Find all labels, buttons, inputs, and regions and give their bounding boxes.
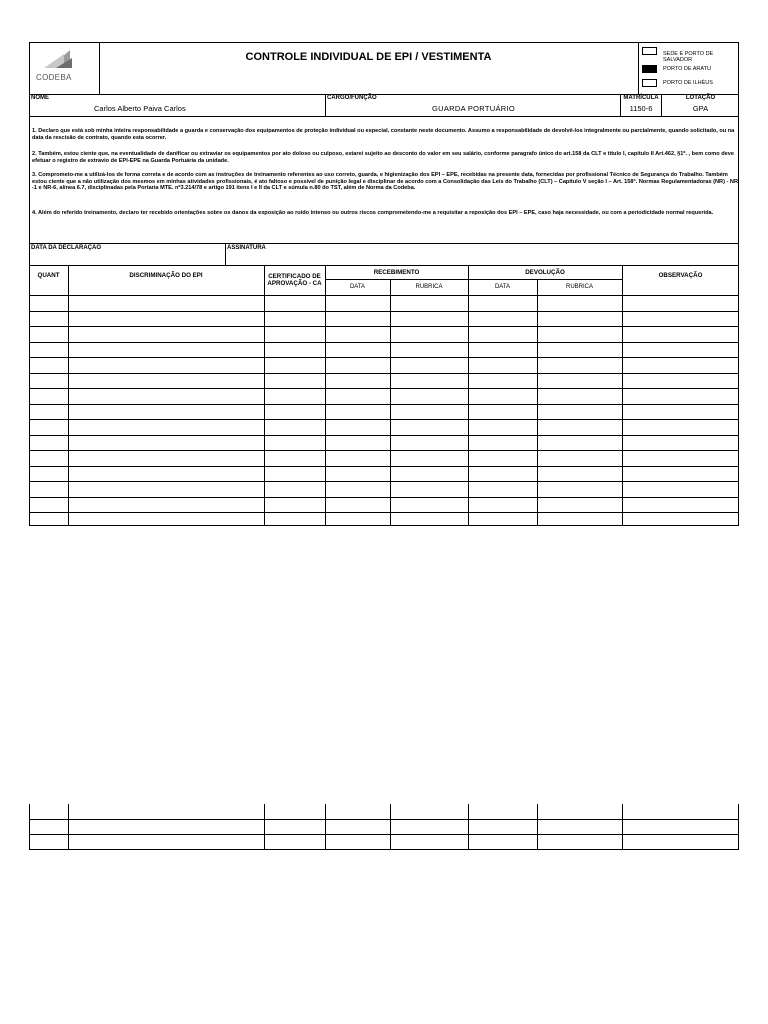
header-bottom-line [29, 295, 739, 296]
label-ilheus: PORTO DE ILHÉUS [663, 80, 713, 86]
checkbox-aratu[interactable] [642, 65, 657, 73]
declaration-2: 2. Também, estou ciente que, na eventualidade de danificar ou extraviar os equipamentos por ato doloso ou culposo, estarei sujeito ao desconto do valor em seu salário, conforme paragrafo único do art.158 da CLT e título I, capítulo II Art.462, §1º. , bem como deve efetuar o registro de extravio de EPI-EPE na Guarda Portuária da unidade. [32, 151, 734, 164]
lower-row-line-1 [29, 819, 739, 820]
cargo-label: CARGO/FUNÇÃO [327, 95, 377, 101]
label-salvador: SEDE E PORTO DE SALVADOR [663, 51, 714, 63]
lower-row-line-2 [29, 834, 739, 835]
epi-table [29, 265, 739, 526]
col-line-devol [622, 265, 623, 526]
lower-col-devol-data [537, 804, 538, 849]
table-row-line [29, 326, 739, 327]
table-row-line [29, 512, 739, 513]
label-aratu: PORTO DE ARATU [663, 66, 711, 72]
checkbox-salvador[interactable] [642, 47, 657, 55]
header-logo-divider [99, 42, 100, 95]
table-row-line [29, 419, 739, 420]
matricula-label: MATRÍCULA [623, 95, 659, 101]
date-label: DATA DA DECLARAÇÃO [31, 245, 101, 251]
declaration-1: 1. Declaro que está sob minha inteira responsabilidade a guarda e conservação dos equipamentos de proteção individual ou especial, constante neste documento. Assumo a responsabilidade de devolvê-los integralmente ou parcialmente, quando solicitado, ou na data da rescisão de contrato, quando esta ocorrer. [32, 128, 735, 141]
cargo-value: GUARDA PORTUÁRIO [432, 104, 516, 113]
col-line-devol-data [537, 279, 538, 526]
th-discriminacao: DISCRIMINAÇÃO DO EPI [129, 272, 203, 279]
codeba-logo-icon [36, 48, 76, 70]
declaration-4: 4. Além do referido treinamento, declaro ter recebido orientações sobre os danos da exposição ao ruído intenso ou outros riscos comprometendo-me a requisitar a reposição dos EPI – EPE, caso haja necessidade, ou com a periodicidade normal requerida. [32, 210, 714, 216]
th-devol-data: DATA [494, 284, 511, 290]
table-row-line [29, 497, 739, 498]
lower-col-quant [68, 804, 69, 849]
th-receb-data: DATA [349, 284, 366, 290]
th-devol-rubrica: RUBRICA [565, 284, 593, 290]
lotacao-label: LOTAÇÃO [685, 95, 716, 101]
table-row-line [29, 311, 739, 312]
signature-row [29, 243, 739, 266]
table-row-line [29, 435, 739, 436]
col-line-discr [264, 265, 265, 526]
form-title: CONTROLE INDIVIDUAL DE EPI / VESTIMENTA [245, 51, 492, 63]
th-receb-rubrica: RUBRICA [415, 284, 443, 290]
lower-col-cert [325, 804, 326, 849]
codeba-logo [36, 48, 76, 82]
lower-col-right [738, 804, 739, 849]
th-recebimento: RECEBIMENTO [373, 269, 420, 276]
header-box [29, 42, 739, 95]
col-line-quant [68, 265, 69, 526]
th-certificado: CERTIFICADO DE APROVAÇÃO - CA [267, 273, 322, 287]
lower-col-receb [468, 804, 469, 849]
col-line-receb [468, 265, 469, 526]
table-row-line [29, 388, 739, 389]
employee-div-1 [325, 94, 326, 117]
nome-value: Carlos Alberto Paiva Carlos [94, 104, 186, 113]
table-row-line [29, 481, 739, 482]
lower-col-left [29, 804, 30, 849]
table-row-line [29, 404, 739, 405]
th-observacao: OBSERVAÇÃO [658, 272, 703, 279]
table-row-line [29, 450, 739, 451]
col-line-cert [325, 265, 326, 526]
checkbox-ilheus[interactable] [642, 79, 657, 87]
signature-label: ASSINATURA [227, 245, 266, 251]
table-row-line [29, 357, 739, 358]
lower-col-discr [264, 804, 265, 849]
declaration-3: 3. Comprometo-me a utilizá-los de forma correta e de acordo com as instruções de treinamento referentes ao uso correto, guarda, e higienização dos EPI – EPE, recebidas na presente data, fornecidas por profissional Técnico de Segurança do Trabalho. Também estou ciente que a não utilização dos mesmos em minhas atividades profissionais, é ato faltoso e possível de punição legal e disciplinar de acordo com a Consolidação das Leis do Trabalho (CLT) – Capítulo V seção I – Art. 158°. Normas Regulamentadoras (NR) - NR -1 e NR-6, alínea 6.7, disciplinadas pela Portaria MTE. nº3.214/78 e artigo 191 itens I e II da CLT e súmula n.80 do TST, além de Norma da Codeba. [32, 172, 738, 192]
subheader-line [325, 279, 622, 280]
lower-col-receb-data [390, 804, 391, 849]
lower-col-devol [622, 804, 623, 849]
th-quant: QUANT [37, 272, 60, 279]
table-row-line [29, 342, 739, 343]
signature-divider [225, 243, 226, 266]
logo-text: CODEBA [36, 73, 72, 82]
col-line-receb-data [390, 279, 391, 526]
th-devolucao: DEVOLUÇÃO [525, 269, 565, 276]
nome-label: NOME [31, 95, 49, 101]
lotacao-value: GPA [692, 104, 709, 113]
table-row-line [29, 373, 739, 374]
header-ports-divider [638, 42, 639, 95]
matricula-value: 1150-6 [629, 104, 653, 113]
table-row-line [29, 466, 739, 467]
lower-table-bottom [29, 849, 739, 850]
